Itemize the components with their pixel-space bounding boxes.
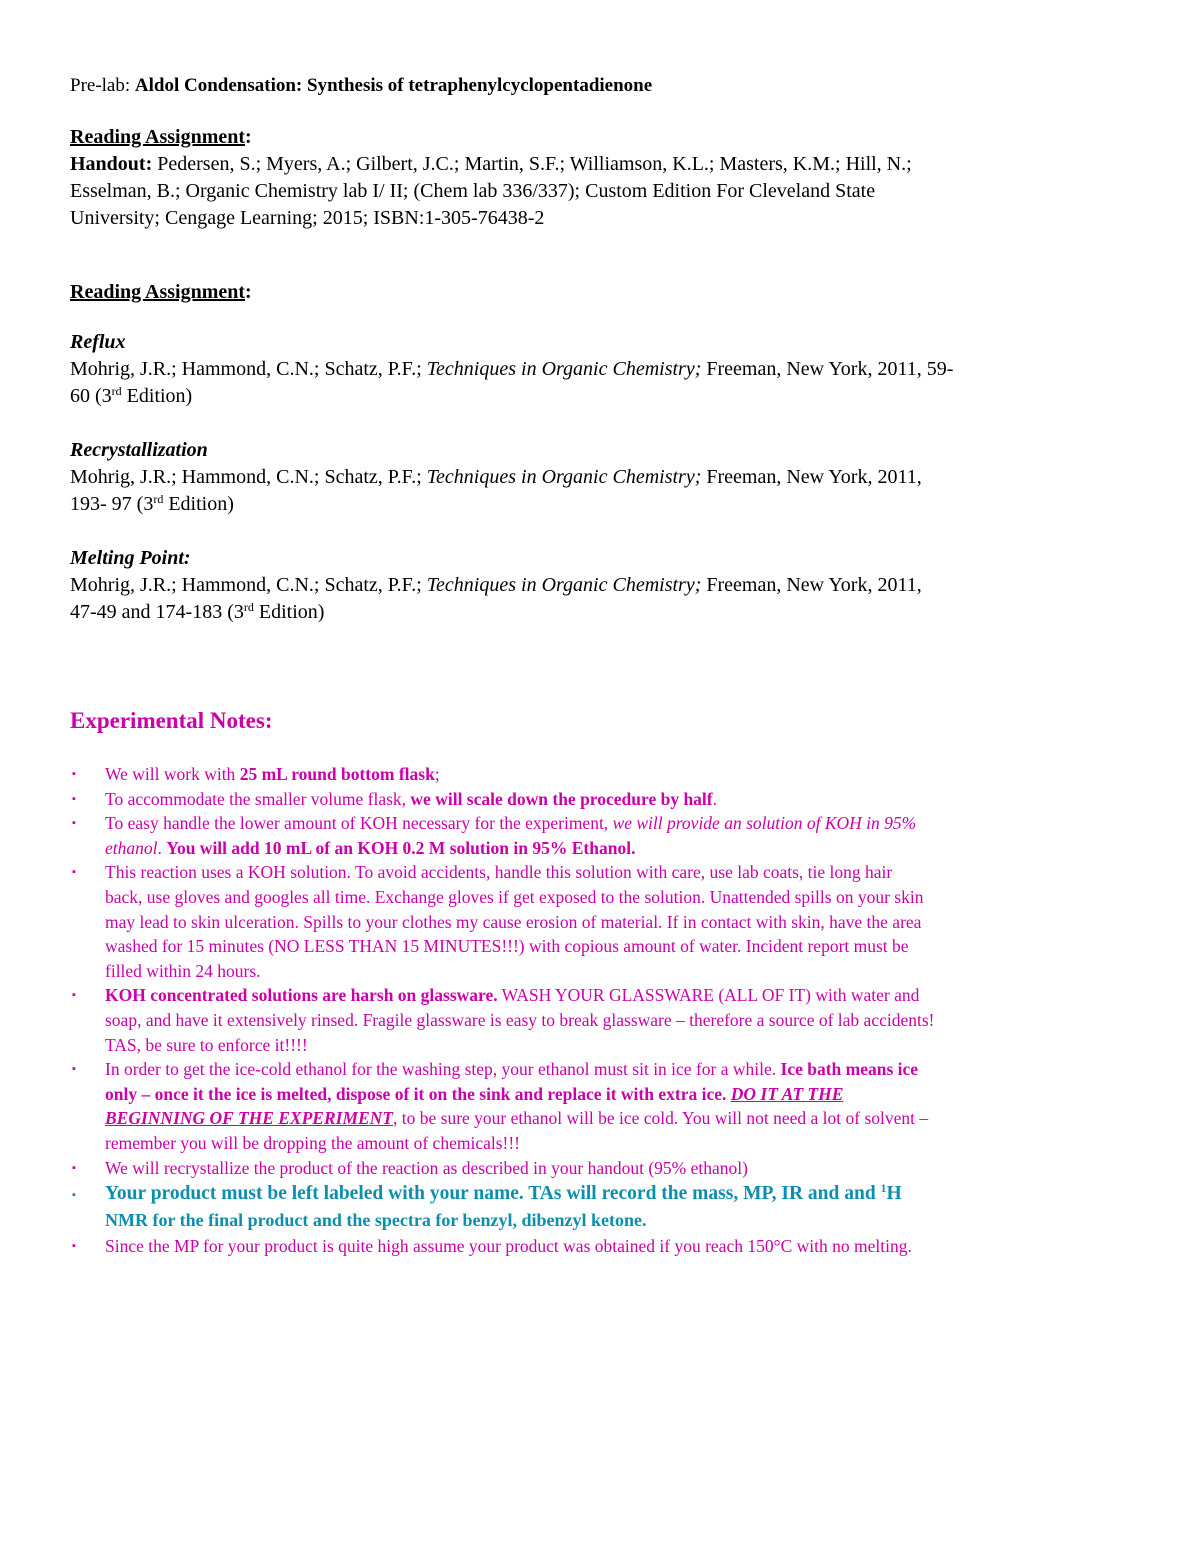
reading-assignment-techniques-label: Reading Assignment: [70, 281, 252, 303]
bullet-icon: ▪ [72, 817, 76, 830]
list-item: ▪ KOH concentrated solutions are harsh on glassware. WASH YOUR GLASSWARE (ALL OF IT) with water and soap, and have it extensively rinsed. Fragile glassware is easy to break glassware – therefore a source of lab accidents! TAS, be sure to enforce it!!!! [72, 985, 935, 1055]
bullet-icon: ▪ [72, 1161, 76, 1174]
list-item: ▪ Your product must be left labeled with your name. TAs will record the mass, MP, IR and and $^1$H NMR for the final product and the spectra for benzyl, dibenzyl ketone. [72, 1181, 902, 1231]
reference-recrystallization: Recrystallization Mohrig, J.R.; Hammond, C.N.; Schatz, P.F.; Techniques in Organic Chemistry; Freeman, New York, 2011, 193- 97 (3rd Edition) [70, 437, 1130, 518]
reference-reflux: Reflux Mohrig, J.R.; Hammond, C.N.; Schatz, P.F.; Techniques in Organic Chemistry; Freeman, New York, 2011, 59- 60 (3rd Edition) [70, 329, 1130, 410]
bullet-icon: ▪ [72, 1063, 76, 1076]
bullet-icon: ▪ [72, 768, 76, 780]
list-item: ▪ To easy handle the lower amount of KOH necessary for the experiment, we will provide an solution of KOH in 95% ethanol. You will add 10 mL of an KOH 0.2 M solution in 95% Ethanol. [72, 813, 917, 858]
list-item: ▪ To accommodate the smaller volume flask, we will scale down the procedure by half. [70, 787, 1150, 812]
reading-assignment-label: Reading Assignment [70, 126, 246, 148]
bullet-icon: ▪ [72, 1189, 76, 1202]
reading-assignment-handout: Reading Assignment: Handout: Pedersen, S.; Myers, A.; Gilbert, J.C.; Martin, S.F.; Williamson, K.L.; Masters, K.M.; Hill, N.; Esselman, B.; Organic Chemistry lab I/ II; (Chem lab 336/337); Custom Edition For Cleveland State University; Cengage Learning; 2015; ISBN:1-305-76438-2 [70, 126, 912, 229]
bullet-icon: ▪ [72, 792, 76, 805]
experimental-notes-heading: Experimental Notes: [70, 708, 273, 733]
list-item: ▪ We will recrystallize the product of the reaction as described in your handout (95% ethanol) [70, 1156, 1150, 1181]
reference-heading: Recrystallization [70, 439, 208, 461]
bullet-icon: ▪ [72, 989, 76, 1002]
reference-melting-point: Melting Point: Mohrig, J.R.; Hammond, C.N.; Schatz, P.F.; Techniques in Organic Chemistry; Freeman, New York, 2011, 47-49 and 174-183 (3rd Edition) [70, 545, 1130, 626]
handout-label: Handout: [70, 153, 153, 175]
reference-heading: Reflux [70, 331, 126, 353]
bullet-icon: ▪ [72, 866, 76, 879]
list-item: ▪ In order to get the ice-cold ethanol for the washing step, your ethanol must sit in ice for a while. Ice bath means ice only – once it the ice is melted, dispose of it on the sink and replace it with extra ice. DO IT AT THE BEGINNING OF THE EXPERIMENT, to be sure your ethanol will be ice cold. You will not need a lot of solvent – remember you will be dropping the amount of chemicals!!! [72, 1059, 929, 1153]
list-item: ▪ We will work with 25 mL round bottom flask; [70, 762, 1150, 787]
list-item: ▪ This reaction uses a KOH solution. To avoid accidents, handle this solution with care, use lab coats, tie long hair back, use gloves and googles all time. Exchange gloves if get exposed to the solution. Unattended spills on your skin may lead to skin ulceration. Spills to your clothes my cause erosion of material. If in contact with skin, have the area washed for 15 minutes (NO LESS THAN 15 MINUTES!!!) with copious amount of water. Incident report must be filled within 24 hours. [72, 862, 924, 981]
list-item: ▪ Since the MP for your product is quite high assume your product was obtained if you reach 150°C with no melting. [70, 1234, 1150, 1259]
reference-heading: Melting Point: [70, 547, 191, 569]
experimental-notes-list [70, 762, 1150, 1259]
bullet-icon: ▪ [72, 1240, 76, 1253]
page-title: Pre-lab: Aldol Condensation: Synthesis of tetraphenylcyclopentadienone [70, 75, 653, 96]
